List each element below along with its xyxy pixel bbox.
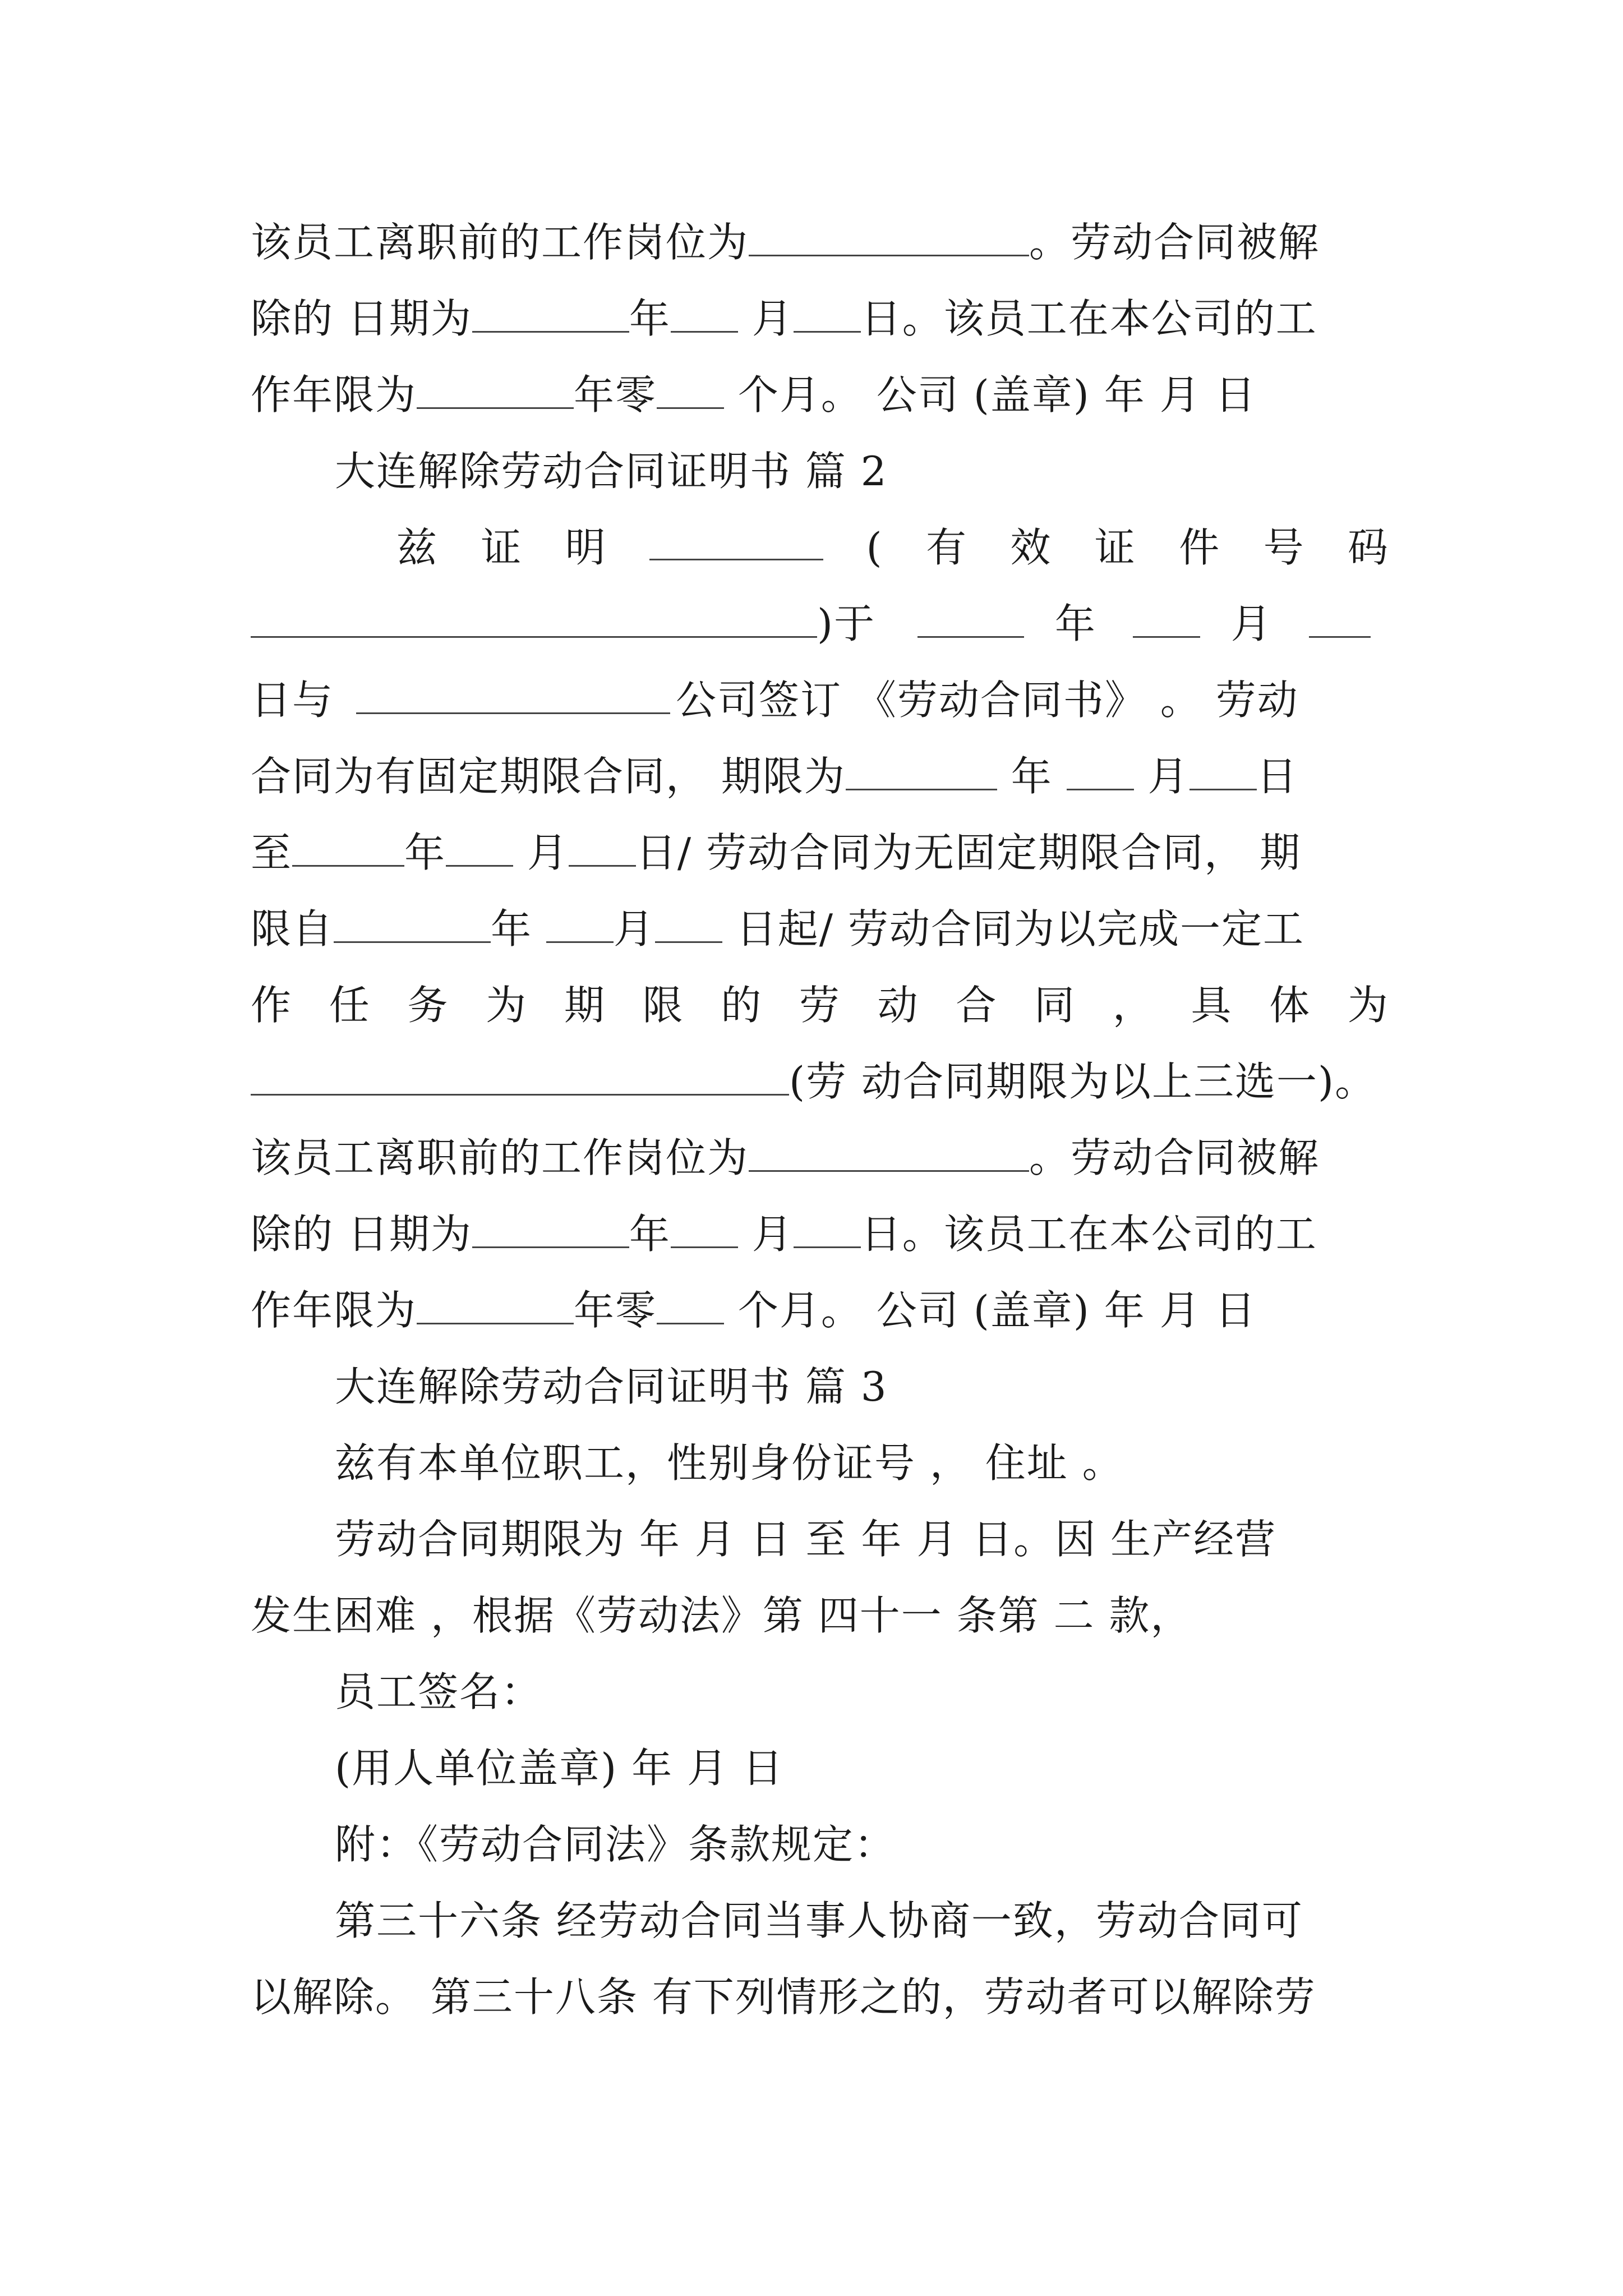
text-segment: 限 bbox=[642, 982, 684, 1029]
text-segment: 号 bbox=[1263, 524, 1305, 571]
text-line bbox=[251, 1206, 1389, 1262]
text-segment: 证 bbox=[1094, 524, 1136, 571]
text-line bbox=[335, 1816, 1389, 1872]
text-line bbox=[335, 1664, 1389, 1720]
text-segment: 附：《劳动合同法》条款规定： bbox=[335, 1821, 896, 1868]
text-segment: 兹有本单位职工，性别身份证号 ， 住址 。 bbox=[335, 1439, 1124, 1487]
text-segment: 公司签订 《劳动合同书》 。 劳动 bbox=[676, 677, 1299, 724]
text-segment: 日 bbox=[1256, 753, 1298, 800]
text-segment: 年 bbox=[629, 295, 671, 342]
text-segment: 务 bbox=[407, 982, 449, 1029]
fill-blank bbox=[671, 1207, 738, 1248]
section-heading bbox=[335, 443, 1389, 499]
text-line bbox=[251, 1588, 1389, 1644]
text-line bbox=[251, 1053, 1417, 1110]
fill-blank bbox=[292, 826, 404, 867]
fill-blank bbox=[356, 673, 670, 714]
text-line bbox=[251, 748, 1389, 804]
text-line bbox=[251, 1130, 1389, 1186]
text-line bbox=[251, 596, 1389, 652]
text-line bbox=[335, 1893, 1389, 1949]
text-segment: 体 bbox=[1269, 982, 1311, 1029]
text-segment: 明 bbox=[565, 524, 607, 571]
text-segment: 月 bbox=[737, 295, 794, 342]
text-segment: 动 bbox=[877, 982, 919, 1029]
fill-blank bbox=[569, 826, 636, 867]
text-segment: (用人单位盖章) 年 月 日 bbox=[335, 1745, 784, 1792]
text-segment: 第三十六条 经劳动合同当事人协商一致，劳动合同可 bbox=[335, 1897, 1303, 1944]
text-line bbox=[335, 1740, 1389, 1796]
text-segment: 除的 日期为 bbox=[251, 1211, 472, 1258]
text-line bbox=[251, 825, 1389, 881]
heading-text: 大连解除劳动合同证明书 篇 2 bbox=[335, 448, 888, 495]
text-segment: 日/ 劳动合同为无固定期限合同， 期 bbox=[635, 829, 1301, 876]
fill-blank bbox=[1189, 749, 1257, 790]
text-segment: 个月。 公司 (盖章) 年 月 日 bbox=[724, 1287, 1257, 1334]
text-segment: 为 bbox=[1347, 982, 1389, 1029]
text-segment: 限自 bbox=[251, 905, 334, 953]
text-segment: 。劳动合同被解 bbox=[1029, 1134, 1320, 1181]
text-line bbox=[335, 1435, 1389, 1491]
fill-blank bbox=[251, 597, 817, 638]
fill-blank bbox=[1309, 597, 1371, 638]
fill-blank bbox=[846, 749, 997, 790]
text-line bbox=[396, 519, 1389, 576]
text-segment: 该员工离职前的工作岗位为 bbox=[251, 219, 749, 266]
fill-blank bbox=[1067, 749, 1134, 790]
fill-blank bbox=[671, 292, 738, 333]
text-segment: 兹 bbox=[396, 524, 439, 571]
text-segment: 年 bbox=[491, 905, 546, 953]
fill-blank bbox=[1133, 597, 1200, 638]
text-line bbox=[251, 1282, 1389, 1338]
fill-blank bbox=[794, 292, 861, 333]
text-segment: 年 bbox=[404, 829, 446, 876]
text-segment: 合同为有固定期限合同， 期限为 bbox=[251, 753, 846, 800]
fill-blank bbox=[649, 519, 823, 560]
text-segment: ， bbox=[1112, 982, 1154, 1029]
text-segment: 任 bbox=[329, 982, 371, 1029]
fill-blank bbox=[657, 1283, 724, 1324]
text-line bbox=[251, 291, 1389, 347]
text-segment: 发生困难 ，根据《劳动法》第 四十一 条第 二 款， bbox=[251, 1592, 1192, 1639]
text-segment: 有 bbox=[926, 524, 968, 571]
text-segment: 年 bbox=[997, 753, 1067, 800]
text-segment: 效 bbox=[1010, 524, 1052, 571]
fill-blank bbox=[657, 368, 724, 409]
fill-blank bbox=[251, 1055, 789, 1096]
text-line bbox=[251, 977, 1389, 1033]
fill-blank bbox=[546, 902, 614, 943]
fill-blank bbox=[794, 1207, 861, 1248]
fill-blank bbox=[655, 902, 722, 943]
text-segment: 件 bbox=[1179, 524, 1221, 571]
text-segment: 为 bbox=[486, 982, 528, 1029]
text-segment: 除的 日期为 bbox=[251, 295, 472, 342]
section-heading bbox=[335, 1359, 1389, 1415]
text-segment: 同 bbox=[1034, 982, 1076, 1029]
fill-blank bbox=[749, 215, 1029, 256]
text-segment: 年 bbox=[629, 1211, 671, 1258]
text-segment: 劳 bbox=[799, 982, 841, 1029]
text-segment: 年零 bbox=[574, 1287, 657, 1334]
text-segment: 日与 bbox=[251, 677, 334, 724]
fill-blank bbox=[472, 292, 629, 333]
text-segment: 年 bbox=[1054, 600, 1096, 647]
text-line bbox=[251, 901, 1389, 957]
text-segment: 合 bbox=[956, 982, 998, 1029]
text-segment: 的 bbox=[721, 982, 763, 1029]
text-line bbox=[251, 367, 1389, 423]
text-segment: 月 bbox=[1230, 600, 1272, 647]
text-segment: 具 bbox=[1191, 982, 1233, 1029]
text-segment: 日。该员工在本公司的工 bbox=[860, 1211, 1317, 1258]
text-segment: 日。该员工在本公司的工 bbox=[860, 295, 1317, 342]
text-segment: 员工签名： bbox=[335, 1668, 543, 1715]
text-segment: 年零 bbox=[574, 371, 657, 418]
text-line bbox=[251, 672, 1389, 728]
fill-blank bbox=[417, 1283, 574, 1324]
fill-blank bbox=[334, 902, 491, 943]
fill-blank bbox=[472, 1207, 629, 1248]
text-segment: 日起/ 劳动合同为以完成一定工 bbox=[722, 905, 1304, 953]
fill-blank bbox=[417, 368, 574, 409]
text-segment: 作 bbox=[251, 982, 293, 1029]
text-segment: )于 bbox=[817, 600, 876, 647]
text-line bbox=[251, 1969, 1389, 2025]
text-segment: 以解除。 第三十八条 有下列情形之的，劳动者可以解除劳 bbox=[251, 1973, 1316, 2021]
text-segment: 证 bbox=[481, 524, 523, 571]
text-segment: 。劳动合同被解 bbox=[1029, 219, 1320, 266]
fill-blank bbox=[917, 597, 1024, 638]
text-segment: 至 bbox=[251, 829, 293, 876]
text-segment: 劳动合同期限为 年 月 日 至 年 月 日。因 生产经营 bbox=[335, 1516, 1277, 1563]
fill-blank bbox=[446, 826, 513, 867]
text-segment: 码 bbox=[1347, 524, 1389, 571]
text-segment: 期 bbox=[564, 982, 606, 1029]
text-segment: 该员工离职前的工作岗位为 bbox=[251, 1134, 749, 1181]
text-line bbox=[335, 1511, 1389, 1567]
heading-text: 大连解除劳动合同证明书 篇 3 bbox=[335, 1363, 888, 1410]
text-segment: 作年限为 bbox=[251, 1287, 417, 1334]
fill-blank bbox=[749, 1131, 1029, 1172]
text-segment: ( bbox=[866, 524, 883, 571]
text-segment: 月 bbox=[737, 1211, 794, 1258]
text-segment: (劳 动合同期限为以上三选一)。 bbox=[789, 1058, 1377, 1105]
text-segment: 作年限为 bbox=[251, 371, 417, 418]
text-line bbox=[251, 214, 1389, 270]
text-segment: 月 bbox=[613, 905, 655, 953]
text-segment: 月 bbox=[513, 829, 569, 876]
text-segment: 月 bbox=[1133, 753, 1189, 800]
text-segment: 个月。 公司 (盖章) 年 月 日 bbox=[724, 371, 1257, 418]
